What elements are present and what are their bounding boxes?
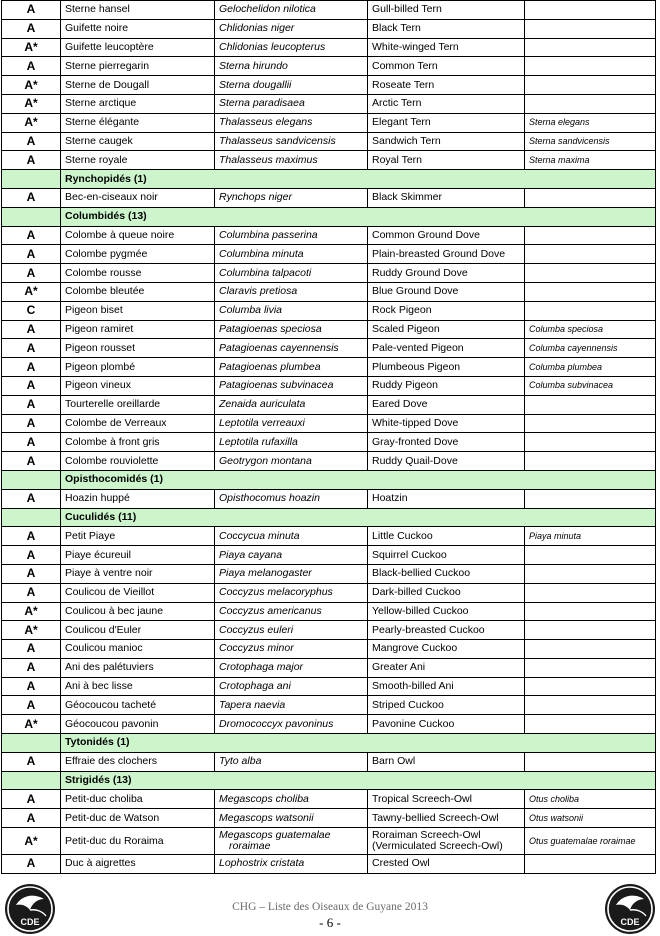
status-cell: A bbox=[2, 188, 61, 207]
species-row bbox=[2, 282, 656, 301]
former-name bbox=[525, 602, 656, 621]
english-name: Plumbeous Pigeon bbox=[368, 358, 525, 377]
former-name: Otus guatemalae roraimae bbox=[525, 828, 656, 855]
scientific-name: Piaya melanogaster bbox=[215, 564, 368, 583]
species-row bbox=[2, 358, 656, 377]
family-status-cell bbox=[2, 207, 61, 226]
status-cell: A* bbox=[2, 282, 61, 301]
status-cell: A bbox=[2, 264, 61, 283]
english-name: Plain-breasted Ground Dove bbox=[368, 245, 525, 264]
french-name: Sterne de Dougall bbox=[61, 76, 215, 95]
status-cell: A bbox=[2, 339, 61, 358]
status-cell: A bbox=[2, 658, 61, 677]
french-name: Petit-duc choliba bbox=[61, 790, 215, 809]
english-name: Black Skimmer bbox=[368, 188, 525, 207]
family-status-cell bbox=[2, 734, 61, 753]
species-row bbox=[2, 38, 656, 57]
scientific-name: Gelochelidon nilotica bbox=[215, 1, 368, 20]
french-name: Duc à aigrettes bbox=[61, 855, 215, 874]
scientific-name: Coccyzus euleri bbox=[215, 621, 368, 640]
english-name: Mangrove Cuckoo bbox=[368, 640, 525, 659]
species-row bbox=[2, 752, 656, 771]
english-name: White-tipped Dove bbox=[368, 414, 525, 433]
former-name bbox=[525, 38, 656, 57]
family-status-cell bbox=[2, 170, 61, 189]
status-cell: A bbox=[2, 527, 61, 546]
former-name bbox=[525, 395, 656, 414]
french-name: Coulicou manioc bbox=[61, 640, 215, 659]
former-name bbox=[525, 226, 656, 245]
species-row bbox=[2, 301, 656, 320]
scientific-name: Opisthocomus hoazin bbox=[215, 489, 368, 508]
french-name: Coulicou d'Euler bbox=[61, 621, 215, 640]
species-row bbox=[2, 489, 656, 508]
scientific-name: Megascops watsonii bbox=[215, 809, 368, 828]
former-name bbox=[525, 564, 656, 583]
english-name: Black-bellied Cuckoo bbox=[368, 564, 525, 583]
family-status-cell bbox=[2, 771, 61, 790]
english-name: Black Tern bbox=[368, 19, 525, 38]
former-name: Sterna sandvicensis bbox=[525, 132, 656, 151]
english-name: Ruddy Quail-Dove bbox=[368, 452, 525, 471]
french-name: Petit-duc de Watson bbox=[61, 809, 215, 828]
status-cell: A bbox=[2, 132, 61, 151]
former-name: Columba cayennensis bbox=[525, 339, 656, 358]
scientific-name: Claravis pretiosa bbox=[215, 282, 368, 301]
scientific-name: Coccycua minuta bbox=[215, 527, 368, 546]
english-name: Greater Ani bbox=[368, 658, 525, 677]
former-name: Columba subvinacea bbox=[525, 376, 656, 395]
french-name: Pigeon plombé bbox=[61, 358, 215, 377]
status-cell: A bbox=[2, 245, 61, 264]
english-name: Common Tern bbox=[368, 57, 525, 76]
status-cell: A* bbox=[2, 602, 61, 621]
french-name: Pigeon vineux bbox=[61, 376, 215, 395]
english-name: White-winged Tern bbox=[368, 38, 525, 57]
former-name bbox=[525, 546, 656, 565]
english-name: Sandwich Tern bbox=[368, 132, 525, 151]
former-name bbox=[525, 57, 656, 76]
french-name: Colombe à queue noire bbox=[61, 226, 215, 245]
status-cell: C bbox=[2, 301, 61, 320]
english-name: Royal Tern bbox=[368, 151, 525, 170]
french-name: Colombe de Verreaux bbox=[61, 414, 215, 433]
species-row bbox=[2, 583, 656, 602]
english-name: Squirrel Cuckoo bbox=[368, 546, 525, 565]
french-name: Sterne royale bbox=[61, 151, 215, 170]
former-name bbox=[525, 94, 656, 113]
family-header-row bbox=[2, 207, 656, 226]
scientific-name: Geotrygon montana bbox=[215, 452, 368, 471]
french-name: Petit Piaye bbox=[61, 527, 215, 546]
species-row bbox=[2, 564, 656, 583]
species-row bbox=[2, 245, 656, 264]
scientific-name: Tyto alba bbox=[215, 752, 368, 771]
scientific-name: Rynchops niger bbox=[215, 188, 368, 207]
status-cell: A* bbox=[2, 76, 61, 95]
former-name bbox=[525, 1, 656, 20]
species-row bbox=[2, 809, 656, 828]
scientific-name: Tapera naevia bbox=[215, 696, 368, 715]
species-row bbox=[2, 395, 656, 414]
former-name: Columba speciosa bbox=[525, 320, 656, 339]
status-cell: A bbox=[2, 583, 61, 602]
former-name bbox=[525, 301, 656, 320]
species-row bbox=[2, 715, 656, 734]
family-header-row bbox=[2, 508, 656, 527]
species-row bbox=[2, 188, 656, 207]
former-name bbox=[525, 715, 656, 734]
scientific-name: Chlidonias niger bbox=[215, 19, 368, 38]
species-row bbox=[2, 339, 656, 358]
scientific-name-line: Megascops guatemalae bbox=[219, 829, 331, 842]
status-cell: A* bbox=[2, 828, 61, 855]
scientific-name: Megascops choliba bbox=[215, 790, 368, 809]
species-row bbox=[2, 1, 656, 20]
status-cell: A bbox=[2, 433, 61, 452]
status-cell: A bbox=[2, 376, 61, 395]
scientific-name: Crotophaga major bbox=[215, 658, 368, 677]
family-header-row bbox=[2, 170, 656, 189]
scientific-name: Coccyzus minor bbox=[215, 640, 368, 659]
french-name: Sterne caugek bbox=[61, 132, 215, 151]
status-cell: A bbox=[2, 358, 61, 377]
species-row bbox=[2, 19, 656, 38]
french-name: Colombe bleutée bbox=[61, 282, 215, 301]
species-row bbox=[2, 658, 656, 677]
french-name: Coulicou de Vieillot bbox=[61, 583, 215, 602]
former-name bbox=[525, 76, 656, 95]
status-cell: A bbox=[2, 452, 61, 471]
english-name bbox=[368, 828, 525, 855]
english-name: Arctic Tern bbox=[368, 94, 525, 113]
former-name bbox=[525, 245, 656, 264]
status-cell: A bbox=[2, 1, 61, 20]
status-cell: A bbox=[2, 226, 61, 245]
french-name: Guifette leucoptère bbox=[61, 38, 215, 57]
french-name: Tourterelle oreillarde bbox=[61, 395, 215, 414]
former-name bbox=[525, 264, 656, 283]
former-name bbox=[525, 621, 656, 640]
status-cell: A bbox=[2, 151, 61, 170]
status-cell: A bbox=[2, 790, 61, 809]
french-name: Piaye écureuil bbox=[61, 546, 215, 565]
species-row bbox=[2, 452, 656, 471]
status-cell: A bbox=[2, 546, 61, 565]
english-name: Pavonine Cuckoo bbox=[368, 715, 525, 734]
english-name: Blue Ground Dove bbox=[368, 282, 525, 301]
footer-title: CHG – Liste des Oiseaux de Guyane 2013 bbox=[232, 901, 428, 913]
species-row bbox=[2, 57, 656, 76]
family-name: Rynchopidés (1) bbox=[61, 170, 656, 189]
french-name: Géocoucou pavonin bbox=[61, 715, 215, 734]
scientific-name: Patagioenas speciosa bbox=[215, 320, 368, 339]
family-name: Strigidés (13) bbox=[61, 771, 656, 790]
family-name: Tytonidés (1) bbox=[61, 734, 656, 753]
status-cell: A* bbox=[2, 38, 61, 57]
scientific-name: Leptotila verreauxi bbox=[215, 414, 368, 433]
french-name: Guifette noire bbox=[61, 19, 215, 38]
family-name: Opisthocomidés (1) bbox=[61, 470, 656, 489]
family-header-row bbox=[2, 470, 656, 489]
scientific-name: Dromococcyx pavoninus bbox=[215, 715, 368, 734]
english-name: Rock Pigeon bbox=[368, 301, 525, 320]
scientific-name: Lophostrix cristata bbox=[215, 855, 368, 874]
family-status-cell bbox=[2, 508, 61, 527]
scientific-name: Patagioenas cayennensis bbox=[215, 339, 368, 358]
former-name bbox=[525, 752, 656, 771]
scientific-name: Sterna dougallii bbox=[215, 76, 368, 95]
scientific-name: Columba livia bbox=[215, 301, 368, 320]
french-name: Coulicou à bec jaune bbox=[61, 602, 215, 621]
french-name: Colombe pygmée bbox=[61, 245, 215, 264]
status-cell: A* bbox=[2, 94, 61, 113]
family-status-cell bbox=[2, 470, 61, 489]
english-name: Little Cuckoo bbox=[368, 527, 525, 546]
french-name: Colombe à front gris bbox=[61, 433, 215, 452]
status-cell: A bbox=[2, 752, 61, 771]
status-cell: A bbox=[2, 489, 61, 508]
french-name: Sterne pierregarin bbox=[61, 57, 215, 76]
species-row bbox=[2, 264, 656, 283]
former-name bbox=[525, 414, 656, 433]
species-table-body bbox=[2, 1, 656, 874]
family-name: Columbidés (13) bbox=[61, 207, 656, 226]
scientific-name: Thalasseus elegans bbox=[215, 113, 368, 132]
species-row bbox=[2, 677, 656, 696]
logo-text: CDE bbox=[620, 917, 640, 927]
french-name: Sterne arctique bbox=[61, 94, 215, 113]
scientific-name-continuation: roraimae bbox=[229, 840, 271, 853]
species-table bbox=[1, 0, 656, 874]
scientific-name: Sterna paradisaea bbox=[215, 94, 368, 113]
scientific-name: Thalasseus maximus bbox=[215, 151, 368, 170]
french-name: Pigeon ramiret bbox=[61, 320, 215, 339]
english-name: Tropical Screech-Owl bbox=[368, 790, 525, 809]
species-row bbox=[2, 132, 656, 151]
status-cell: A bbox=[2, 677, 61, 696]
family-name: Cuculidés (11) bbox=[61, 508, 656, 527]
status-cell: A* bbox=[2, 113, 61, 132]
english-name-line: Roraiman Screech-Owl bbox=[372, 829, 481, 842]
status-cell: A bbox=[2, 640, 61, 659]
scientific-name: Coccyzus americanus bbox=[215, 602, 368, 621]
scientific-name: Thalasseus sandvicensis bbox=[215, 132, 368, 151]
family-header-row bbox=[2, 734, 656, 753]
former-name: Otus watsonii bbox=[525, 809, 656, 828]
former-name: Piaya minuta bbox=[525, 527, 656, 546]
status-cell: A* bbox=[2, 715, 61, 734]
english-name-alternate: (Vermiculated Screech-Owl) bbox=[372, 840, 503, 853]
english-name: Roseate Tern bbox=[368, 76, 525, 95]
former-name: Sterna maxima bbox=[525, 151, 656, 170]
species-row bbox=[2, 790, 656, 809]
status-cell: A bbox=[2, 809, 61, 828]
species-row bbox=[2, 640, 656, 659]
english-name: Scaled Pigeon bbox=[368, 320, 525, 339]
english-name: Pearly-breasted Cuckoo bbox=[368, 621, 525, 640]
french-name: Effraie des clochers bbox=[61, 752, 215, 771]
former-name bbox=[525, 433, 656, 452]
former-name bbox=[525, 282, 656, 301]
english-name: Crested Owl bbox=[368, 855, 525, 874]
species-row bbox=[2, 320, 656, 339]
page-number: - 6 - bbox=[319, 915, 341, 930]
english-name: Hoatzin bbox=[368, 489, 525, 508]
french-name: Ani des palétuviers bbox=[61, 658, 215, 677]
species-row bbox=[2, 226, 656, 245]
former-name bbox=[525, 452, 656, 471]
status-cell: A bbox=[2, 320, 61, 339]
species-row bbox=[2, 113, 656, 132]
scientific-name: Columbina talpacoti bbox=[215, 264, 368, 283]
species-row bbox=[2, 527, 656, 546]
french-name: Ani à bec lisse bbox=[61, 677, 215, 696]
french-name: Hoazin huppé bbox=[61, 489, 215, 508]
species-row bbox=[2, 433, 656, 452]
species-row bbox=[2, 151, 656, 170]
former-name: Columba plumbea bbox=[525, 358, 656, 377]
status-cell: A bbox=[2, 855, 61, 874]
french-name: Sterne hansel bbox=[61, 1, 215, 20]
english-name: Gray-fronted Dove bbox=[368, 433, 525, 452]
scientific-name: Crotophaga ani bbox=[215, 677, 368, 696]
scientific-name: Patagioenas plumbea bbox=[215, 358, 368, 377]
english-name: Yellow-billed Cuckoo bbox=[368, 602, 525, 621]
species-row bbox=[2, 621, 656, 640]
status-cell: A bbox=[2, 696, 61, 715]
english-name: Gull-billed Tern bbox=[368, 1, 525, 20]
english-name: Smooth-billed Ani bbox=[368, 677, 525, 696]
english-name: Tawny-bellied Screech-Owl bbox=[368, 809, 525, 828]
english-name: Barn Owl bbox=[368, 752, 525, 771]
french-name: Petit-duc du Roraima bbox=[61, 828, 215, 855]
species-row bbox=[2, 828, 656, 855]
species-row bbox=[2, 94, 656, 113]
species-row bbox=[2, 855, 656, 874]
logo-text: CDE bbox=[20, 917, 40, 927]
french-name: Géocoucou tacheté bbox=[61, 696, 215, 715]
scientific-name bbox=[215, 828, 368, 855]
english-name: Eared Dove bbox=[368, 395, 525, 414]
species-row bbox=[2, 76, 656, 95]
status-cell: A bbox=[2, 57, 61, 76]
scientific-name: Columbina passerina bbox=[215, 226, 368, 245]
former-name bbox=[525, 188, 656, 207]
english-name: Elegant Tern bbox=[368, 113, 525, 132]
former-name bbox=[525, 696, 656, 715]
scientific-name: Coccyzus melacoryphus bbox=[215, 583, 368, 602]
species-list-sheet bbox=[1, 0, 655, 874]
status-cell: A bbox=[2, 19, 61, 38]
scientific-name: Patagioenas subvinacea bbox=[215, 376, 368, 395]
former-name bbox=[525, 583, 656, 602]
former-name bbox=[525, 640, 656, 659]
scientific-name: Leptotila rufaxilla bbox=[215, 433, 368, 452]
french-name: Colombe rouviolette bbox=[61, 452, 215, 471]
former-name bbox=[525, 855, 656, 874]
former-name: Otus choliba bbox=[525, 790, 656, 809]
family-header-row bbox=[2, 771, 656, 790]
status-cell: A bbox=[2, 395, 61, 414]
french-name: Piaye à ventre noir bbox=[61, 564, 215, 583]
species-row bbox=[2, 546, 656, 565]
former-name bbox=[525, 19, 656, 38]
status-cell: A* bbox=[2, 621, 61, 640]
scientific-name: Piaya cayana bbox=[215, 546, 368, 565]
scientific-name: Columbina minuta bbox=[215, 245, 368, 264]
former-name bbox=[525, 677, 656, 696]
english-name: Striped Cuckoo bbox=[368, 696, 525, 715]
french-name: Sterne élégante bbox=[61, 113, 215, 132]
species-row bbox=[2, 602, 656, 621]
scientific-name: Chlidonias leucopterus bbox=[215, 38, 368, 57]
former-name: Sterna elegans bbox=[525, 113, 656, 132]
english-name: Pale-vented Pigeon bbox=[368, 339, 525, 358]
scientific-name: Sterna hirundo bbox=[215, 57, 368, 76]
french-name: Pigeon rousset bbox=[61, 339, 215, 358]
scientific-name: Zenaida auriculata bbox=[215, 395, 368, 414]
status-cell: A bbox=[2, 564, 61, 583]
former-name bbox=[525, 658, 656, 677]
english-name: Dark-billed Cuckoo bbox=[368, 583, 525, 602]
former-name bbox=[525, 489, 656, 508]
species-row bbox=[2, 414, 656, 433]
species-row bbox=[2, 376, 656, 395]
french-name: Bec-en-ciseaux noir bbox=[61, 188, 215, 207]
species-row bbox=[2, 696, 656, 715]
french-name: Colombe rousse bbox=[61, 264, 215, 283]
french-name: Pigeon biset bbox=[61, 301, 215, 320]
status-cell: A bbox=[2, 414, 61, 433]
english-name: Common Ground Dove bbox=[368, 226, 525, 245]
english-name: Ruddy Pigeon bbox=[368, 376, 525, 395]
english-name: Ruddy Ground Dove bbox=[368, 264, 525, 283]
